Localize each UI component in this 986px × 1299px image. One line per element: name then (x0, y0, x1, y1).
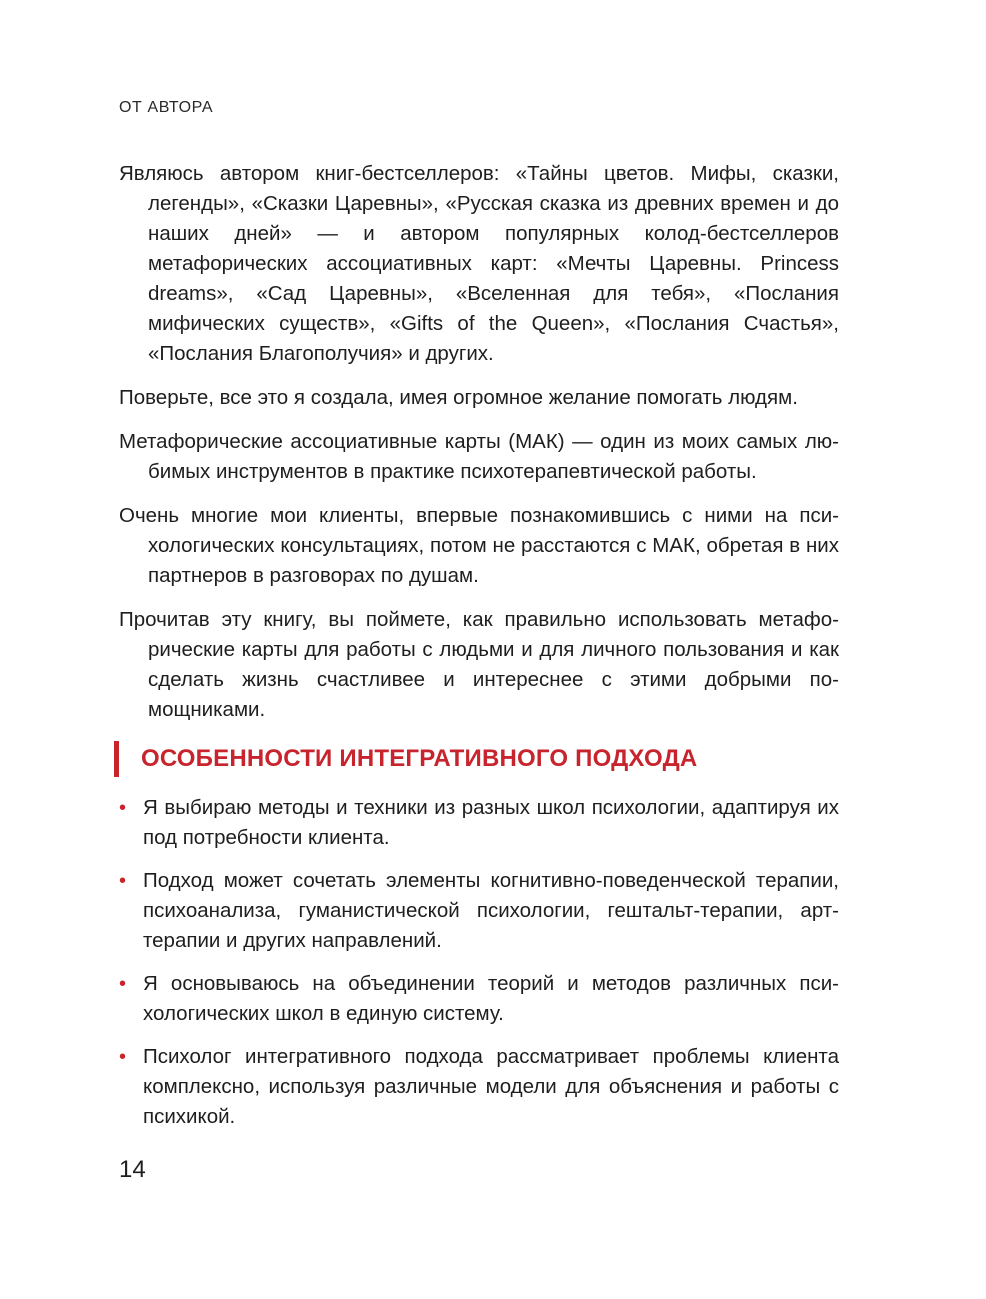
author-intro-text (119, 159, 839, 739)
bullet-icon: • (119, 973, 127, 995)
list-item (119, 866, 839, 956)
list-item (119, 969, 839, 1029)
approach-features-list (119, 793, 839, 1145)
paragraph: Очень многие мои клиенты, впервые познакомившись с ними на психологических консультациях, потом не расстаются с МАК, обретая в них партнеров в разговорах по душам. (119, 504, 839, 587)
section-heading (114, 741, 841, 777)
paragraph: Поверьте, все это я создала, имея огромное желание помогать людям. (119, 386, 798, 409)
bullet-icon: • (119, 870, 127, 892)
paragraph: Прочитав эту книгу, вы поймете, как правильно использовать метафорические карты для работы с людьми и для личного пользования и как сделать жизнь счастливее и интереснее с этими добрыми помощниками. (119, 608, 839, 721)
list-item-text: Я выбираю методы и техники из разных школ психологии, адаптируя их под потребности клиента. (143, 796, 839, 849)
list-item-text: Я основываюсь на объединении теорий и методов различных психологических школ в единую систему. (143, 972, 839, 1025)
bullet-icon: • (119, 1046, 127, 1068)
paragraph: Метафорические ассоциативные карты (МАК) — один из моих самых любимых инструментов в практике психотерапевтической работы. (119, 430, 839, 483)
paragraph: Являюсь автором книг-бестселлеров: «Тайны цветов. Мифы, сказки, легенды», «Сказки Царевны», «Русская сказка из древних времен и до наших дней» — и автором популярных колод-бестселлеров метафорических ассоциативных карт: «Мечты Царевны. Princess dreams», «Сад Царевны», «Вселенная для тебя», «Послания мифических существ», «Gifts of the Queen», «Послания Счастья», «Послания Благополучия» и других. (119, 162, 839, 365)
page-number: 14 (119, 1156, 146, 1183)
list-item-text: Подход может сочетать элементы когнитивно-поведенческой терапии, психоанализа, гуманистической психологии, гештальт-терапии, арт-терапии и других направлений. (143, 869, 839, 952)
running-head: ОТ АВТОРА (119, 99, 214, 116)
bullet-icon: • (119, 797, 127, 819)
list-item (119, 1042, 839, 1132)
section-heading-text: ОСОБЕННОСТИ ИНТЕГРАТИВНОГО ПОДХОДА (141, 745, 698, 772)
list-item-text: Психолог интегративного подхода рассматривает проблемы клиента комплексно, используя различные модели для объяснения и работы с психикой. (143, 1045, 839, 1128)
list-item (119, 793, 839, 853)
